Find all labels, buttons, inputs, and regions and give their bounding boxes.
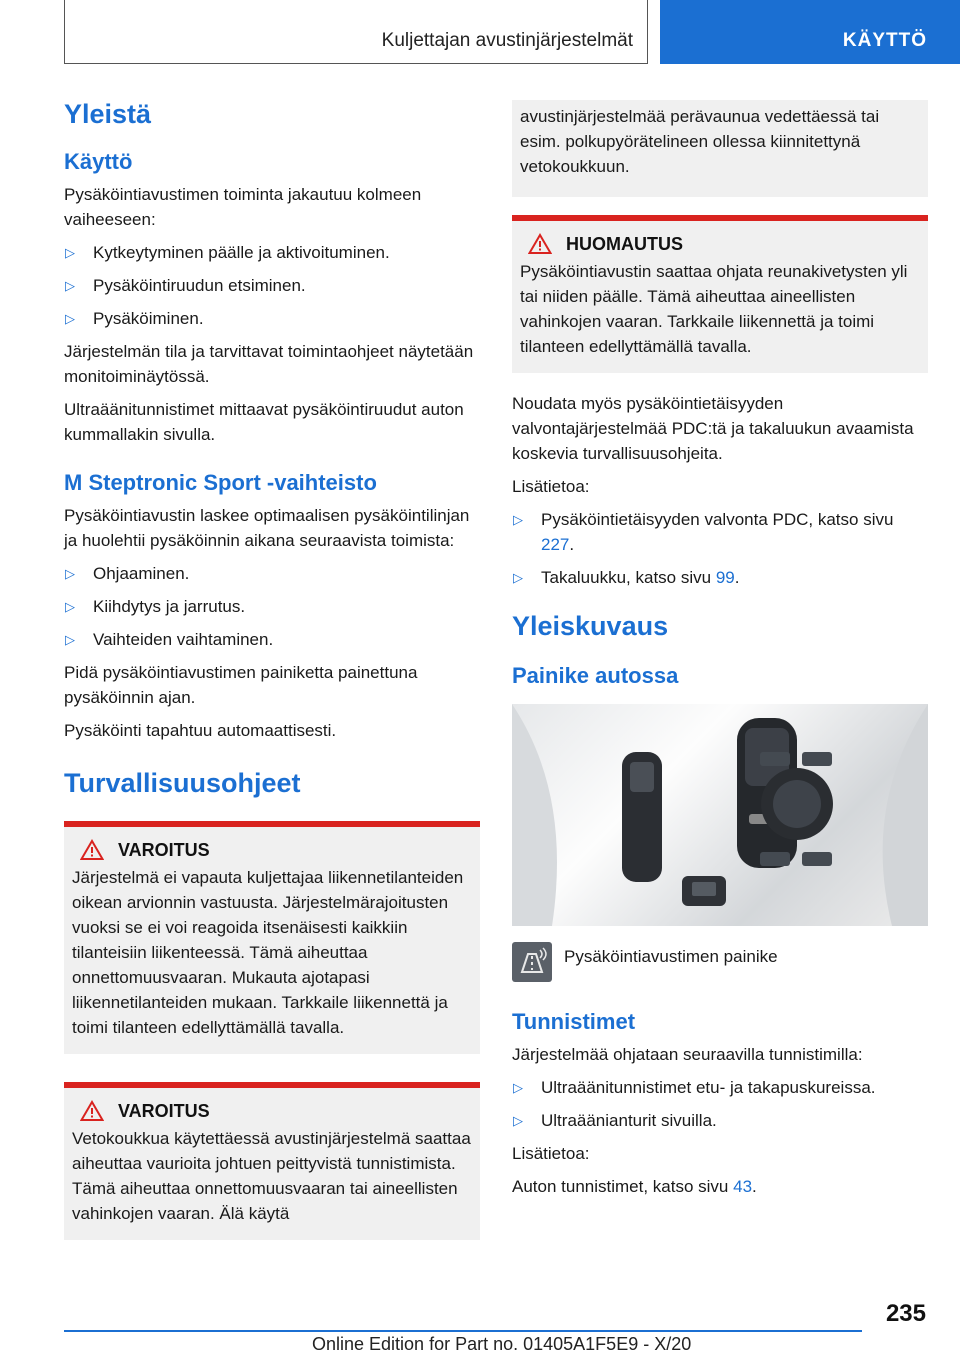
triangle-bullet-icon: ▷ (65, 566, 75, 581)
sensor-list (512, 1075, 928, 1133)
header-chapter-tab[interactable] (660, 0, 960, 64)
paragraph: Pysäköinti tapahtuu automaattisesti. (64, 721, 337, 740)
warning-box (64, 1082, 480, 1240)
warning-box (64, 821, 480, 1054)
heading-kaytto: Käyttö (64, 149, 133, 174)
list-item: ▷ Pysäköiminen. (64, 306, 480, 331)
page-number: 235 (885, 1300, 926, 1327)
notice-title: HUOMAUTUS (566, 233, 683, 254)
triangle-bullet-icon: ▷ (513, 570, 523, 585)
triangle-bullet-icon: ▷ (513, 512, 523, 527)
paragraph: Järjestelmää ohjataan seuraavilla tunnistimilla: (512, 1045, 863, 1064)
list-item: ▷ Ultraäänitunnistimet etu- ja takapuskureissa. (512, 1075, 928, 1100)
page-link[interactable]: 99 (715, 568, 735, 587)
warning-title: VAROITUS (118, 1100, 210, 1121)
paragraph: Auton tunnistimet, katso sivu 43. (512, 1177, 757, 1196)
paragraph: Pysäköintiavustimen toiminta jakautuu kolmeen vaiheeseen: (64, 185, 422, 229)
heading-tunnistimet: Tunnistimet (512, 1009, 636, 1034)
list-item: ▷ Kiihdytys ja jarrutus. (64, 594, 480, 619)
page-link[interactable]: 43 (733, 1177, 753, 1196)
icon-caption: Pysäköintiavustimen painike (564, 947, 778, 966)
warning-triangle-icon (528, 233, 552, 255)
triangle-bullet-icon: ▷ (65, 278, 75, 293)
triangle-bullet-icon: ▷ (513, 1113, 523, 1128)
paragraph: Ultraäänitunnistimet mittaavat pysäköintiruudut auton kummallakin sivulla. (64, 400, 464, 444)
heading-yleiskuvaus: Yleiskuvaus (512, 611, 669, 641)
right-column (512, 100, 928, 1207)
heading-yleista: Yleistä (64, 99, 152, 129)
header-chapter-title: KÄYTTÖ (842, 30, 927, 51)
header-section-box (64, 0, 648, 64)
notice-text: Pysäköintiavustin saattaa ohjata reunakivetysten yli tai niiden päälle. Tämä aiheuttaa aineellisten vahinkojen vaaran. Tarkkaile liikennettä ja toimi tilanteen edellyttämällä tavalla. (520, 262, 908, 356)
left-column (64, 98, 480, 1258)
console-photo (512, 704, 928, 926)
warning-continuation (512, 100, 928, 197)
triangle-bullet-icon: ▷ (65, 599, 75, 614)
paragraph: Järjestelmän tila ja tarvittavat toimintaohjeet näytetään monitoiminäytössä. (64, 342, 474, 386)
paragraph: Pidä pysäköintiavustimen painiketta painettuna pysäköinnin ajan. (64, 663, 418, 707)
heading-steptronic: M Steptronic Sport -vaihteisto (64, 470, 377, 495)
paragraph: Noudata myös pysäköintietäisyyden valvontajärjestelmää PDC:tä ja takaluukun avaamista koskevia turvallisuusohjeita. (512, 394, 914, 463)
triangle-bullet-icon: ▷ (65, 632, 75, 647)
edition-footer: Online Edition for Part no. 01405A1F5E9 - X/20 (312, 1334, 692, 1354)
list-item: ▷ Takaluukku, katso sivu 99. (512, 565, 928, 590)
header-section-title: Kuljettajan avustinjärjestelmät (381, 30, 633, 51)
triangle-bullet-icon: ▷ (65, 245, 75, 260)
heading-painike: Painike autossa (512, 663, 679, 688)
footer-divider (64, 1330, 862, 1332)
list-item: ▷ Ultraäänianturit sivuilla. (512, 1108, 928, 1133)
warning-triangle-icon (80, 1100, 104, 1122)
triangle-bullet-icon: ▷ (65, 311, 75, 326)
paragraph: Pysäköintiavustin laskee optimaalisen pysäköintilinjan ja huolehtii pysäköinnin aikana seuraavista toimista: (64, 506, 470, 550)
reference-list (512, 507, 928, 590)
center-console-illustration (512, 704, 928, 926)
warning-title: VAROITUS (118, 839, 210, 860)
paragraph: Lisätietoa: (512, 1144, 590, 1163)
list-item: ▷ Pysäköintiruudun etsiminen. (64, 273, 480, 298)
list-item: ▷ Ohjaaminen. (64, 561, 480, 586)
paragraph: Lisätietoa: (512, 477, 590, 496)
warning-triangle-icon (80, 839, 104, 861)
list-item: ▷ Vaihteiden vaihtaminen. (64, 627, 480, 652)
heading-turvallisuusohjeet: Turvallisuusohjeet (64, 768, 301, 798)
parking-assistant-button-icon (512, 942, 552, 982)
list-item: ▷ Kytkeytyminen päälle ja aktivoituminen. (64, 240, 480, 265)
triangle-bullet-icon: ▷ (513, 1080, 523, 1095)
page-link[interactable]: 227 (541, 535, 570, 554)
warning-text: avustinjärjestelmää perävaunua vedettäessä tai esim. polkupyörätelineen ollessa kiinnitettynä vetokoukkuun. (520, 107, 880, 176)
action-list (64, 561, 480, 652)
warning-text: Järjestelmä ei vapauta kuljettajaa liikennetilanteiden oikean arvionnin vastuusta. Järjestelmärajoitusten vuoksi se ei voi reagoida itsenäisesti kaikkiin tilanteisiin liikenteessä. Tämä aiheuttaa onnettomuusvaaran. Mukauta ajotapasi liikennetilanteiden mukaan. Tarkkaile liikennettä ja toimi tilanteen edellyttämällä tavalla. (72, 868, 464, 1037)
list-item: ▷ Pysäköintietäisyyden valvonta PDC, katso sivu 227. (512, 507, 928, 557)
notice-box (512, 215, 928, 373)
warning-text: Vetokoukkua käytettäessä avustinjärjestelmä saattaa aiheuttaa vaurioita johtuen peittyvistä tunnistimista. Tämä aiheuttaa onnettomuusvaaran tai aineellisten vahinkojen vaaran. Älä käytä (72, 1129, 471, 1223)
icon-caption-row (512, 942, 928, 982)
phase-list (64, 240, 480, 331)
